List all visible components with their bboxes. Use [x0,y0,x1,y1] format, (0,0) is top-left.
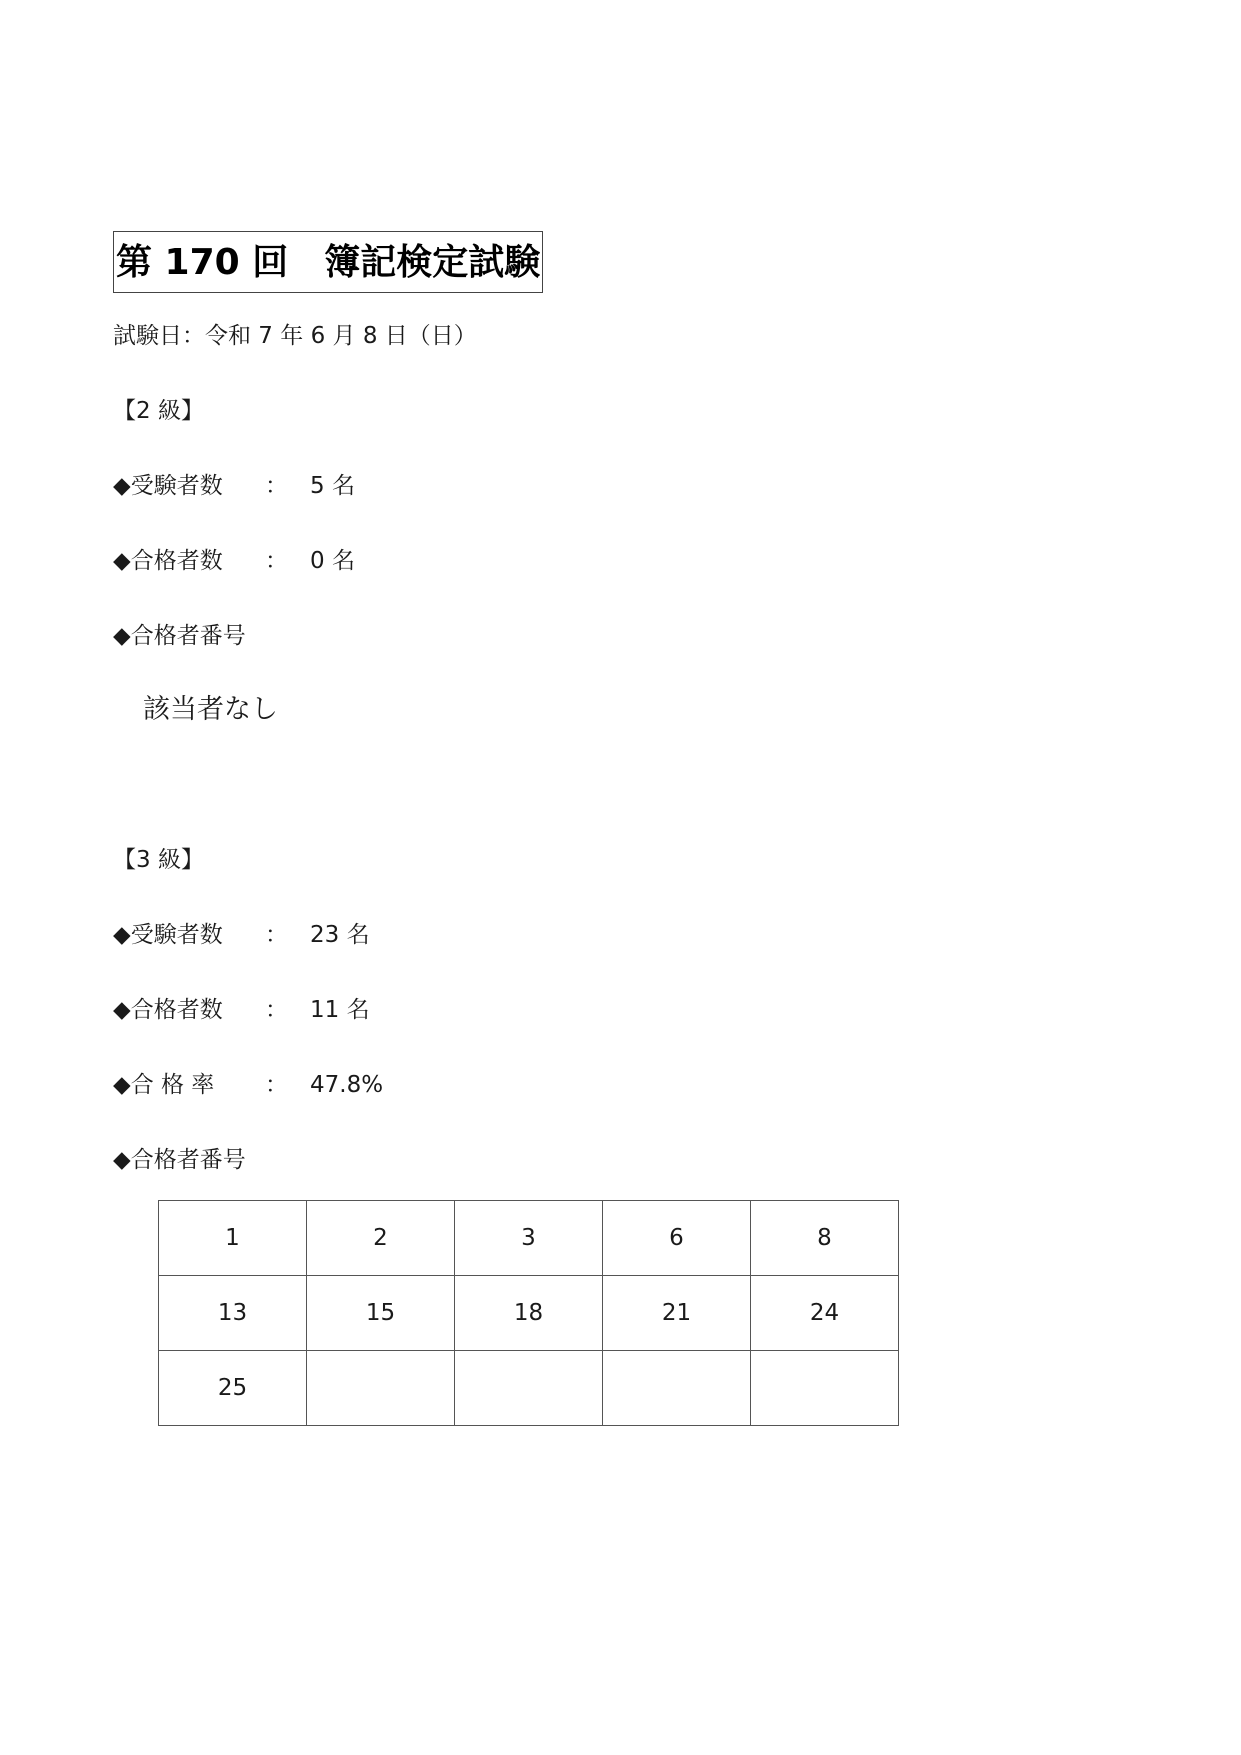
grade3-examinees-value: 23 名 [310,922,370,948]
table-cell: 2 [307,1201,455,1276]
page-title: 第 170 回 簿記検定試験 [113,231,543,293]
grade2-examinees-value: 5 名 [310,473,355,499]
grade2-none-text: 該当者なし [143,694,278,725]
grade3-pass-rate-row [113,1070,383,1100]
table-cell: 25 [159,1351,307,1426]
grade3-passers-label: ◆合格者数 [113,997,223,1023]
exam-date: 試験日：令和 7 年 6 月 8 日（日） [113,323,477,349]
grade2-passers-label: ◆合格者数 [113,548,223,574]
table-cell: 24 [751,1276,899,1351]
grade2-heading: 【2 級】 [113,398,204,424]
table-row [159,1276,899,1351]
grade2-passer-numbers-label: ◆合格者番号 [113,623,246,649]
table-cell: 21 [603,1276,751,1351]
grade2-examinees-row [113,471,355,501]
grade3-passers-row [113,995,370,1025]
grade3-passer-numbers-table [158,1200,899,1426]
table-cell: 3 [455,1201,603,1276]
table-cell: 6 [603,1201,751,1276]
table-cell [307,1351,455,1426]
table-cell: 8 [751,1201,899,1276]
grade3-examinees-colon: ： [265,922,288,948]
grade2-passers-colon: ： [265,548,288,574]
table-cell: 13 [159,1276,307,1351]
table-row [159,1201,899,1276]
grade3-passer-numbers-label: ◆合格者番号 [113,1147,246,1173]
table-cell: 18 [455,1276,603,1351]
grade2-examinees-colon: ： [265,473,288,499]
table-cell: 1 [159,1201,307,1276]
table-cell: 15 [307,1276,455,1351]
grade3-heading: 【3 級】 [113,847,204,873]
grade3-examinees-label: ◆受験者数 [113,922,223,948]
table-cell [751,1351,899,1426]
grade3-examinees-row [113,920,370,950]
grade2-examinees-label: ◆受験者数 [113,473,223,499]
grade3-pass-rate-colon: ： [265,1072,288,1098]
table-cell [603,1351,751,1426]
table-row [159,1351,899,1426]
grade2-passers-value: 0 名 [310,548,355,574]
grade3-pass-rate-value: 47.8% [310,1072,384,1098]
grade2-passers-row [113,546,355,576]
table-cell [455,1351,603,1426]
grade3-pass-rate-label: ◆合 格 率 [113,1072,215,1098]
grade3-passers-value: 11 名 [310,997,370,1023]
grade3-passers-colon: ： [265,997,288,1023]
